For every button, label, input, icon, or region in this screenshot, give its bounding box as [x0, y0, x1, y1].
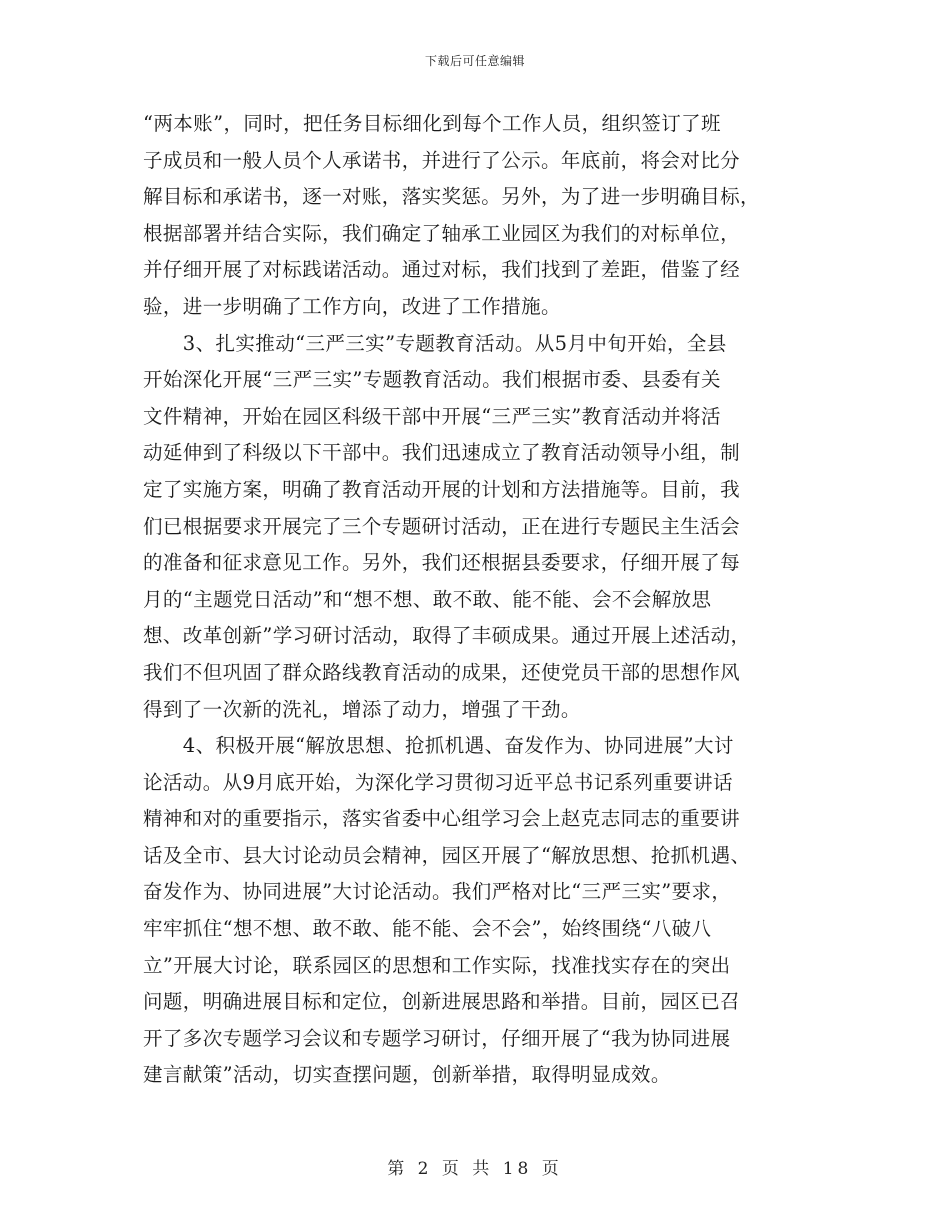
text-line: 动延伸到了科级以下干部中。我们迅速成立了教育活动领导小组，制: [143, 441, 741, 465]
text-line: 子成员和一般人员个人承诺书，并进行了公示。年底前，将会对比分: [143, 148, 741, 172]
paragraph-3-start: 3、扎实推动“三严三实”专题教育活动。从5月中旬开始，全县: [143, 331, 727, 355]
text-line: 开了多次专题学习会议和专题学习研讨，仔细开展了“我为协同进展: [143, 1026, 731, 1050]
body-text: [143, 106, 810, 1094]
page-header: 下载后可任意编辑: [424, 54, 525, 68]
text-line: 并仔细开展了对标践诺活动。通过对标，我们找到了差距，借鉴了经: [143, 258, 741, 282]
text-line: “两本账”，同时，把任务目标细化到每个工作人员，组织签订了班: [143, 112, 721, 135]
text-line: 解目标和承诺书，逐一对账，落实奖惩。另外，为了进一步明确目标，: [143, 185, 760, 209]
text-line: 得到了一次新的洗礼，增添了动力，增强了干劲。: [143, 697, 581, 721]
text-line: 牢牢抓住“想不想、敢不敢、能不能、会不会”，始终围绕“八破八: [143, 917, 712, 941]
text-line: 验，进一步明确了工作方向，改进了工作措施。: [143, 294, 561, 318]
text-line: 问题，明确进展目标和定位，创新进展思路和举措。目前，园区已召: [143, 990, 741, 1014]
text-line: 我们不但巩固了群众路线教育活动的成果，还使党员干部的思想作风: [143, 660, 741, 684]
page-number-footer: 第 2 页 共 18 页: [387, 1159, 563, 1179]
text-line: 建言献策”活动，切实查摆问题，创新举措，取得明显成效。: [143, 1063, 671, 1087]
text-line: 话及全市、县大讨论动员会精神，园区开展了“解放思想、抢抓机遇、: [143, 843, 751, 867]
paragraph-4-start: 4、积极开展“解放思想、抢抓机遇、奋发作为、协同进展”大讨: [143, 734, 734, 758]
text-line: 精神和对的重要指示，落实省委中心组学习会上赵克志同志的重要讲: [143, 807, 741, 831]
text-line: 想、改革创新”学习研讨活动，取得了丰硕成果。通过开展上述活动，: [143, 624, 751, 648]
text-line: 的准备和征求意见工作。另外，我们还根据县委要求，仔细开展了每: [143, 551, 741, 575]
text-line: 月的“主题党日活动”和“想不想、敢不敢、能不能、会不会解放思: [143, 587, 712, 611]
text-line: 奋发作为、协同进展”大讨论活动。我们严格对比“三严三实”要求，: [143, 880, 732, 904]
text-line: 们已根据要求开展完了三个专题研讨活动，正在进行专题民主生活会: [143, 514, 741, 538]
text-line: 开始深化开展“三严三实”专题教育活动。我们根据市委、县委有关: [143, 368, 721, 392]
text-line: 定了实施方案，明确了教育活动开展的计划和方法措施等。目前，我: [143, 477, 741, 501]
text-line: 立”开展大讨论，联系园区的思想和工作实际，找准找实存在的突出: [143, 953, 731, 977]
text-line: 论活动。从9月底开始，为深化学习贯彻习近平总书记系列重要讲话: [143, 770, 733, 794]
text-line: 根据部署并结合实际，我们确定了轴承工业园区为我们的对标单位，: [143, 221, 741, 245]
text-line: 文件精神，开始在园区科级干部中开展“三严三实”教育活动并将活: [143, 404, 721, 428]
